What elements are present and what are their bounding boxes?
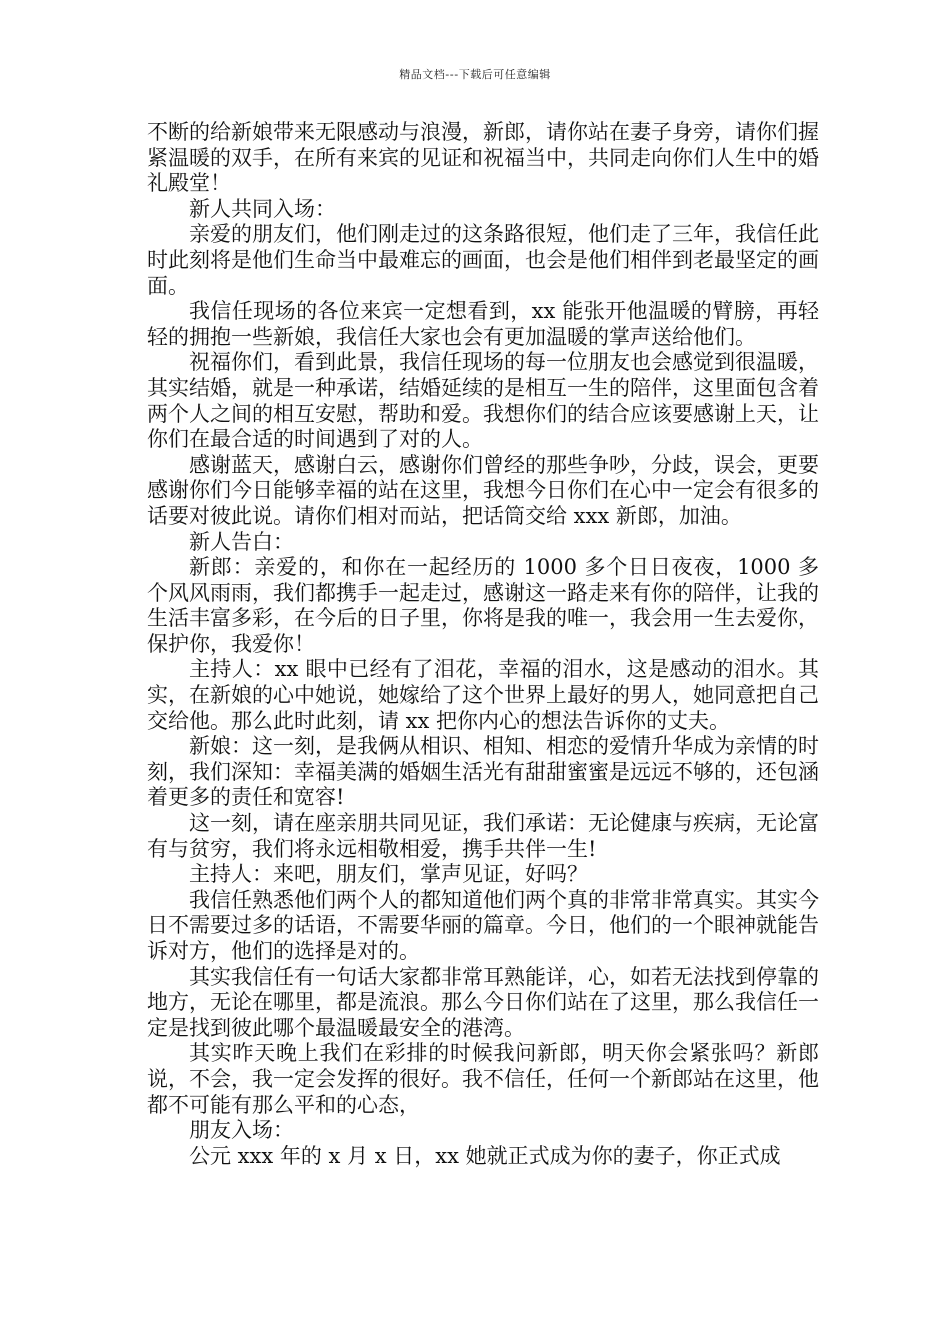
paragraph: 亲爱的朋友们，他们刚走过的这条路很短，他们走了三年，我信任此时此刻将是他们生命当中最难忘的画面，也会是他们相伴到老最坚定的画面。 bbox=[147, 222, 819, 298]
paragraph-section-heading: 新人告白： bbox=[189, 529, 294, 554]
paragraph-section-heading: 新人共同入场： bbox=[189, 196, 336, 221]
paragraph: 主持人：来吧，朋友们，掌声见证，好吗？ bbox=[189, 862, 588, 887]
paragraph: 我信任熟悉他们两个人的都知道他们两个真的非常非常真实。其实今日不需要过多的话语，不需要华丽的篇章。今日，他们的一个眼神就能告诉对方，他们的选择是对的。 bbox=[147, 887, 819, 963]
paragraph-section-heading: 朋友入场： bbox=[189, 1118, 294, 1143]
document-body bbox=[147, 120, 819, 1169]
paragraph: 新娘：这一刻，是我俩从相识、相知、相恋的爱情升华成为亲情的时刻，我们深知：幸福美满的婚姻生活光有甜甜蜜蜜是远远不够的，还包涵着更多的责任和宽容! bbox=[147, 734, 819, 810]
paragraph-continuation: 不断的给新娘带来无限感动与浪漫，新郎，请你站在妻子身旁，请你们握紧温暖的双手，在所有来宾的见证和祝福当中，共同走向你们人生中的婚礼殿堂！ bbox=[147, 120, 819, 196]
paragraph: 其实我信任有一句话大家都非常耳熟能详，心，如若无法找到停靠的地方，无论在哪里，都是流浪。那么今日你们站在了这里，那么我信任一定是找到彼此哪个最温暖最安全的港湾。 bbox=[147, 964, 819, 1040]
page-header: 精品文档---下载后可任意编辑 bbox=[399, 68, 551, 81]
paragraph: 新郎：亲爱的，和你在一起经历的 1000 多个日日夜夜，1000 多个风风雨雨，我们都携手一起走过，感谢这一路走来有你的陪伴，让我的生活丰富多彩，在今后的日子里，你将是我的唯一，我会用一生去爱你，保护你，我爱你！ bbox=[147, 555, 819, 656]
paragraph: 其实昨天晚上我们在彩排的时候我问新郎，明天你会紧张吗？新郎说，不会，我一定会发挥的很好。我不信任，任何一个新郎站在这里，他都不可能有那么平和的心态， bbox=[147, 1041, 819, 1117]
paragraph: 我信任现场的各位来宾一定想看到，xx 能张开他温暖的臂膀，再轻轻的拥抱一些新娘，我信任大家也会有更加温暖的掌声送给他们。 bbox=[147, 299, 819, 349]
paragraph: 感谢蓝天，感谢白云，感谢你们曾经的那些争吵，分歧，误会，更要感谢你们今日能够幸福的站在这里，我想今日你们在心中一定会有很多的话要对彼此说。请你们相对而站，把话筒交给 xxx 新郎，加油。 bbox=[147, 452, 819, 528]
paragraph: 主持人：xx 眼中已经有了泪花，幸福的泪水，这是感动的泪水。其实，在新娘的心中她说，她嫁给了这个世界上最好的男人，她同意把自己交给他。那么此时此刻，请 xx 把你内心的想法告诉你的丈夫。 bbox=[147, 657, 819, 733]
paragraph: 祝福你们，看到此景，我信任现场的每一位朋友也会感觉到很温暖，其实结婚，就是一种承诺，结婚延续的是相互一生的陪伴，这里面包含着两个人之间的相互安慰，帮助和爱。我想你们的结合应该要感谢上天，让你们在最合适的时间遇到了对的人。 bbox=[147, 350, 819, 452]
paragraph: 公元 xxx 年的 x 月 x 日，xx 她就正式成为你的妻子，你正式成 bbox=[189, 1143, 781, 1168]
paragraph: 这一刻，请在座亲朋共同见证，我们承诺：无论健康与疾病，无论富有与贫穷，我们将永远相敬相爱，携手共伴一生! bbox=[147, 811, 819, 861]
